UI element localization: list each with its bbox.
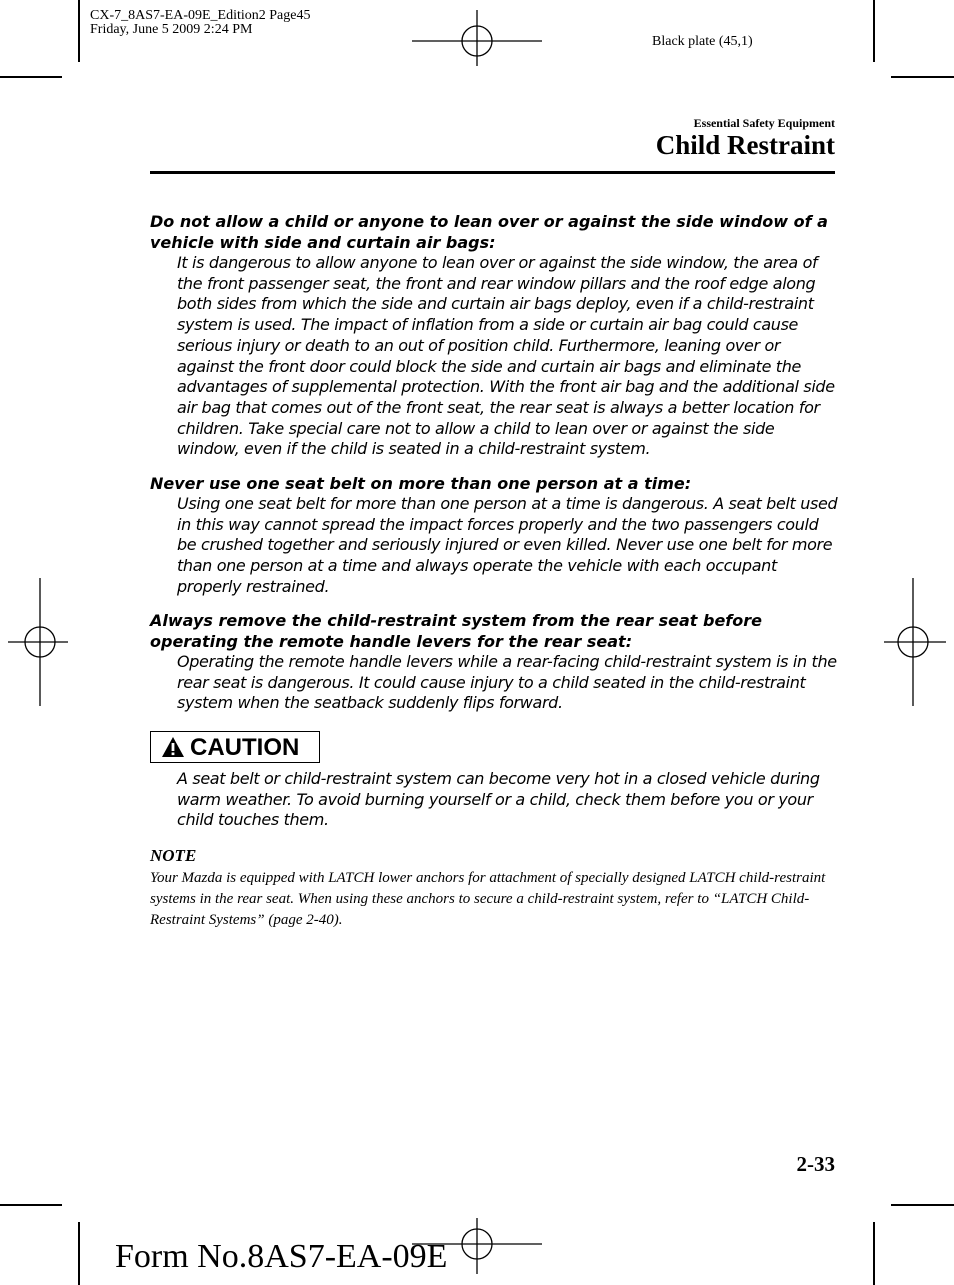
note-body: Your Mazda is equipped with LATCH lower anchors for attachment of specially designed LATCH child-restraint systems in the rear seat. When using these anchors to secure a child-restraint system, refer to “LATCH Child-Restraint Systems” (page 2-40). (150, 870, 826, 928)
page-number: 2-33 (796, 1152, 835, 1176)
warning-body-remote-levers: Operating the remote handle levers while a rear-facing child-restraint system is in the rear seat is dangerous. It could cause injury to a child seated in the child-restraint system when the seatback suddenly flips forward. (177, 652, 837, 713)
registration-mark-left (8, 578, 68, 706)
page-title: Child Restraint (655, 130, 835, 160)
registration-mark-right (884, 578, 946, 706)
caution-body: A seat belt or child-restraint system can become very hot in a closed vehicle during warm weather. To avoid burning yourself or a child, check them before you or your child touches them. (177, 769, 820, 830)
caution-box (150, 731, 320, 763)
registration-mark-top (412, 10, 542, 66)
black-plate-label: Black plate (45,1) (652, 34, 753, 49)
print-file-line: CX-7_8AS7-EA-09E_Edition2 Page45 (90, 8, 311, 23)
warning-heading-remote-levers: Always remove the child-restraint system from the rear seat before operating the remote handle levers for the rear seat: (150, 611, 762, 651)
print-date-line: Friday, June 5 2009 2:24 PM (90, 22, 253, 37)
form-number: Form No.8AS7-EA-09E (115, 1238, 448, 1275)
caution-label: CAUTION (190, 734, 300, 761)
warning-triangle-icon (161, 736, 185, 758)
warning-heading-seat-belt: Never use one seat belt on more than one person at a time: (150, 474, 692, 493)
warning-heading-side-window: Do not allow a child or anyone to lean over or against the side window of a vehicle with side and curtain air bags: (150, 212, 828, 252)
warning-body-side-window: It is dangerous to allow anyone to lean over or against the side window, the area of the front passenger seat, the front and rear window pillars and the roof edge along both sides from which the side and curtain air bags deploy, even if a child-restraint system is used. The impact of inflation from a side or curtain air bag could cause serious injury or death to an out of position child. Furthermore, leaning over or against the front door could block the side and curtain air bags and eliminate the advantages of supplemental protection. With the front air bag and the additional side air bag that comes out of the front seat, the rear seat is always a better location for children. Take special care not to allow a child to lean over or against the side window, even if the child is seated in a child-restraint system. (177, 253, 835, 459)
header-rule (150, 171, 835, 174)
note-label: NOTE (150, 846, 197, 865)
warning-body-seat-belt: Using one seat belt for more than one person at a time is dangerous. A seat belt used in this way cannot spread the impact forces properly and the two passengers could be crushed together and seriously injured or even killed. Never use one belt for more than one person at a time and always operate the vehicle with each occupant properly restrained. (177, 494, 838, 596)
section-label: Essential Safety Equipment (693, 116, 835, 130)
